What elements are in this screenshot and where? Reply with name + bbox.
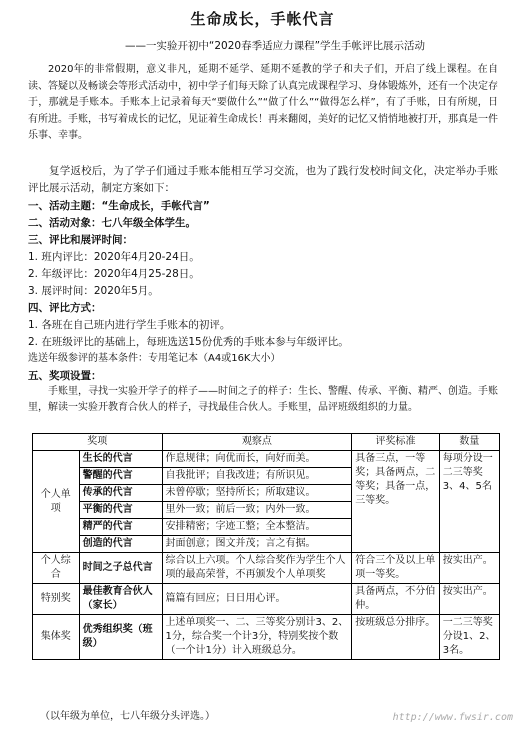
award-observation: 作息规律；向优而长，向好而美。 <box>162 451 352 468</box>
award-observation: 自我批评；自我改进；有所识见。 <box>162 468 352 485</box>
document-subtitle: ——一实验开初中“2020春季适应力课程”学生手帐评比展示活动 <box>124 40 426 52</box>
footer-note: （以年级为单位，七八年级分头评选。） <box>40 711 215 722</box>
category-cell: 特别奖 <box>33 584 80 615</box>
document-title: 生命成长，手帐代言 <box>190 10 335 28</box>
time-item-3: 3. 展评时间：2020年5月。 <box>28 285 159 297</box>
award-quantity: 按实出产。 <box>439 553 499 584</box>
award-name: 生长的代言 <box>79 451 162 468</box>
award-quantity: 按实出产。 <box>439 584 499 615</box>
award-standard: 具备三点，一等奖；具备两点，二等奖；具备一点，三等奖。 <box>352 451 439 553</box>
table-header-row <box>33 434 500 451</box>
section-time-heading: 三、评比和展评时间： <box>28 234 133 246</box>
method-item-2: 2. 在班级评比的基础上，每班选送15份优秀的手账本参与年级评比。 <box>28 336 349 348</box>
award-name: 最佳教育合伙人（家长） <box>79 584 162 615</box>
header-standard: 评奖标准 <box>352 434 439 451</box>
award-observation: 未曾停歇；坚持所长；所取建议。 <box>162 485 352 502</box>
section-theme: 一、活动主题：“生命成长，手帐代言” <box>28 200 210 212</box>
time-item-2: 2. 年级评比：2020年4月25-28日。 <box>28 268 200 280</box>
header-quantity: 数量 <box>439 434 499 451</box>
award-name: 警醒的代言 <box>79 468 162 485</box>
awards-table <box>32 433 500 660</box>
time-item-1: 1. 班内评比：2020年4月20-24日。 <box>28 251 200 263</box>
award-observation: 里外一致；前后一致；内外一致。 <box>162 502 352 519</box>
awards-paragraph: 手账里，寻找一实验开学子的样子——时间之子的样子：生长、警醒、传承、平衡、精严、创造。手账里，解读一实验开教育合伙人的样子，寻找最佳合伙人。手账里，品评班级组织的力量。 <box>28 386 498 413</box>
category-cell: 个人单项 <box>33 451 80 553</box>
award-observation: 封面创意；图文并茂；言之有据。 <box>162 536 352 553</box>
table-row <box>33 451 500 468</box>
watermark: http://www.fwsir.com <box>392 712 513 723</box>
award-name: 时间之子总代言 <box>79 553 162 584</box>
award-quantity: 每项分设一二三等奖3、4、5名 <box>439 451 499 553</box>
award-quantity: 一二三等奖分设1、2、3名。 <box>439 615 499 660</box>
award-observation: 篇篇有回应；日日用心评。 <box>162 584 352 615</box>
section-target: 二、活动对象：七八年级全体学生。 <box>28 217 196 229</box>
award-standard: 符合三个及以上单项一等奖。 <box>352 553 439 584</box>
award-name: 精严的代言 <box>79 519 162 536</box>
award-standard: 具备两点，不分伯仲。 <box>352 584 439 615</box>
category-cell: 个人综合 <box>33 553 80 584</box>
table-row <box>33 553 500 584</box>
table-row <box>33 615 500 660</box>
award-name: 创造的代言 <box>79 536 162 553</box>
award-name: 优秀组织奖（班级） <box>79 615 162 660</box>
table-row <box>33 584 500 615</box>
award-name: 传承的代言 <box>79 485 162 502</box>
award-observation: 安排精密；字迹工整；全本整洁。 <box>162 519 352 536</box>
plan-paragraph: 复学返校后，为了学子们通过手账本能相互学习交流，也为了践行发校时间文化，决定举办手账评比展示活动，制定方案如下： <box>28 165 498 194</box>
award-observation: 上述单项奖一、二、三等奖分别计3、2、1分，综合奖一个计3分，特别奖按个数（一个计1分）计入班级总分。 <box>162 615 352 660</box>
award-name: 平衡的代言 <box>79 502 162 519</box>
header-award: 奖项 <box>33 434 163 451</box>
category-cell: 集体奖 <box>33 615 80 660</box>
header-observation: 观察点 <box>162 434 352 451</box>
intro-paragraph: 2020年的非常假期，意义非凡，延期不延学、延期不延教的学子和夫子们，开启了线上课程。在自读、答疑以及畅谈会等形式活动中，初中学子们每天除了认真完成课程学习、身体锻炼外，还有一个决定存于，那就是手账本。手账本上记录着每天“要做什么”“做了什么”“做得怎么样”，有了手账，日有所规，日有所进。手账，书写着成长的记忆，见证着生命成长！再来翻阅，美好的记忆又悄悄地被打开，那真是一件乐事、幸事。 <box>28 64 498 141</box>
award-standard: 按班级总分排序。 <box>352 615 439 660</box>
award-observation: 综合以上六项。个人综合奖作为学生个人项的最高荣誉，不再颁发个人单项奖 <box>162 553 352 584</box>
method-item-1: 1. 各班在自己班内进行学生手账本的初评。 <box>28 319 231 331</box>
method-note: 选送年级参评的基本条件：专用笔记本（A4或16K大小） <box>28 353 281 364</box>
section-awards-heading: 五、奖项设置： <box>28 370 102 382</box>
section-method-heading: 四、评比方式： <box>28 302 102 314</box>
